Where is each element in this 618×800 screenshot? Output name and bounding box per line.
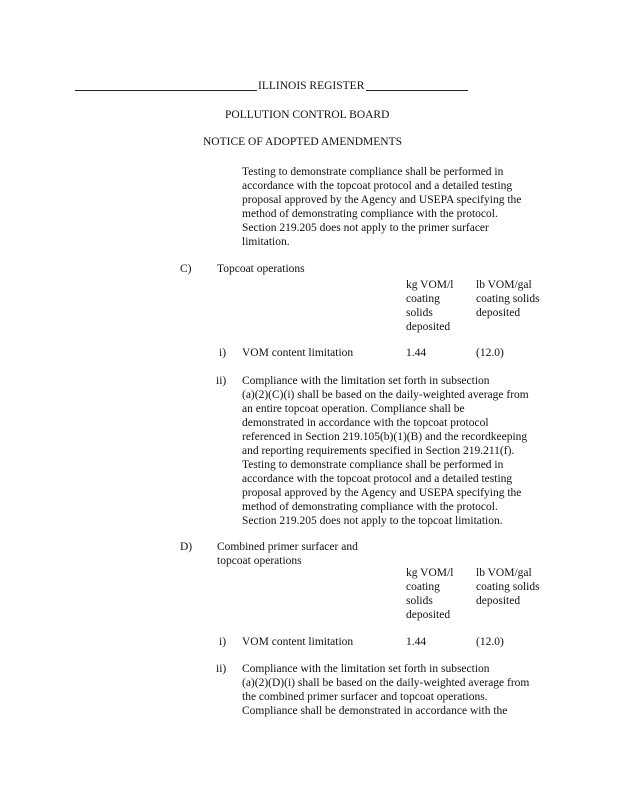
column-header-line: kg VOM/l (406, 279, 454, 291)
column-header-line: deposited (406, 609, 451, 621)
paragraph-line: accordance with the topcoat protocol and a detailed testing (242, 180, 513, 192)
paragraph-line: referenced in Section 219.105(b)(1)(B) and the recordkeeping (242, 431, 528, 443)
section-c-item-i-num: i) (219, 347, 227, 359)
column-header-line: coating solids (476, 581, 540, 593)
paragraph-line: Compliance with the limitation set forth in subsection (242, 663, 490, 675)
paragraph-line: the combined primer surfacer and topcoat operations. (242, 691, 488, 703)
column-header-line: kg VOM/l (406, 567, 454, 579)
paragraph-line: demonstrated in accordance with the topcoat protocol (242, 417, 489, 429)
header-rule-right (366, 90, 468, 91)
column-header-line: deposited (406, 321, 451, 333)
paragraph-line: and reporting requirements specified in Section 219.211(f). (242, 445, 515, 457)
paragraph-line: Testing to demonstrate compliance shall be performed in (242, 459, 504, 471)
paragraph-line: Section 219.205 does not apply to the topcoat limitation. (242, 515, 503, 527)
paragraph-line: Testing to demonstrate compliance shall be performed in (242, 166, 504, 178)
section-c-col1-header (406, 278, 453, 334)
paragraph-line: limitation. (242, 236, 290, 248)
section-d-item-ii-text (242, 662, 529, 718)
column-header-line: coating (406, 293, 440, 305)
section-c-letter: C) (180, 263, 192, 275)
paragraph-line: Section 219.205 does not apply to the primer surfacer (242, 222, 489, 234)
column-header-line: solids (406, 307, 433, 319)
section-d-item-i-lb: (12.0) (476, 636, 504, 648)
column-header-line: lb VOM/gal (476, 279, 532, 291)
register-title: ILLINOIS REGISTER (258, 80, 365, 92)
section-title-line: topcoat operations (217, 555, 302, 567)
column-header-line: coating solids (476, 293, 540, 305)
section-c-item-ii-text (242, 374, 529, 528)
paragraph-line: method of demonstrating compliance with the protocol. (242, 208, 498, 220)
section-d-item-i-label: VOM content limitation (242, 636, 354, 648)
section-c-item-i-label: VOM content limitation (242, 347, 354, 359)
paragraph-line: (a)(2)(C)(i) shall be based on the daily-weighted average from (242, 389, 529, 401)
section-d-col1-header (406, 566, 453, 622)
section-d-item-i-kg: 1.44 (406, 636, 427, 648)
column-header-line: lb VOM/gal (476, 567, 532, 579)
column-header-line: deposited (476, 595, 521, 607)
section-c-col2-header (476, 278, 540, 320)
section-c-title: Topcoat operations (217, 263, 305, 275)
paragraph-line: proposal approved by the Agency and USEPA specifying the (242, 194, 522, 206)
paragraph-line: an entire topcoat operation. Compliance shall be (242, 403, 465, 415)
section-d-letter: D) (180, 541, 193, 553)
section-d-item-i-num: i) (219, 636, 227, 648)
section-title-line: Combined primer surfacer and (217, 541, 358, 553)
paragraph-line: Compliance shall be demonstrated in accordance with the (242, 705, 508, 717)
paragraph-line: method of demonstrating compliance with the protocol. (242, 501, 498, 513)
section-d-col2-header (476, 566, 540, 608)
intro-paragraph (242, 165, 521, 249)
section-d-title (217, 540, 358, 568)
paragraph-line: (a)(2)(D)(i) shall be based on the daily-weighted average from (242, 677, 530, 689)
section-d-item-ii-num: ii) (216, 663, 227, 675)
paragraph-line: proposal approved by the Agency and USEPA specifying the (242, 487, 522, 499)
section-c-item-i-kg: 1.44 (406, 347, 427, 359)
section-c-item-ii-num: ii) (216, 375, 227, 387)
notice-title: NOTICE OF ADOPTED AMENDMENTS (203, 136, 403, 148)
board-title: POLLUTION CONTROL BOARD (225, 109, 390, 121)
column-header-line: deposited (476, 307, 521, 319)
paragraph-line: accordance with the topcoat protocol and a detailed testing (242, 473, 513, 485)
column-header-line: coating (406, 581, 440, 593)
section-c-item-i-lb: (12.0) (476, 347, 504, 359)
column-header-line: solids (406, 595, 433, 607)
paragraph-line: Compliance with the limitation set forth in subsection (242, 375, 490, 387)
header-rule-left (75, 90, 257, 91)
